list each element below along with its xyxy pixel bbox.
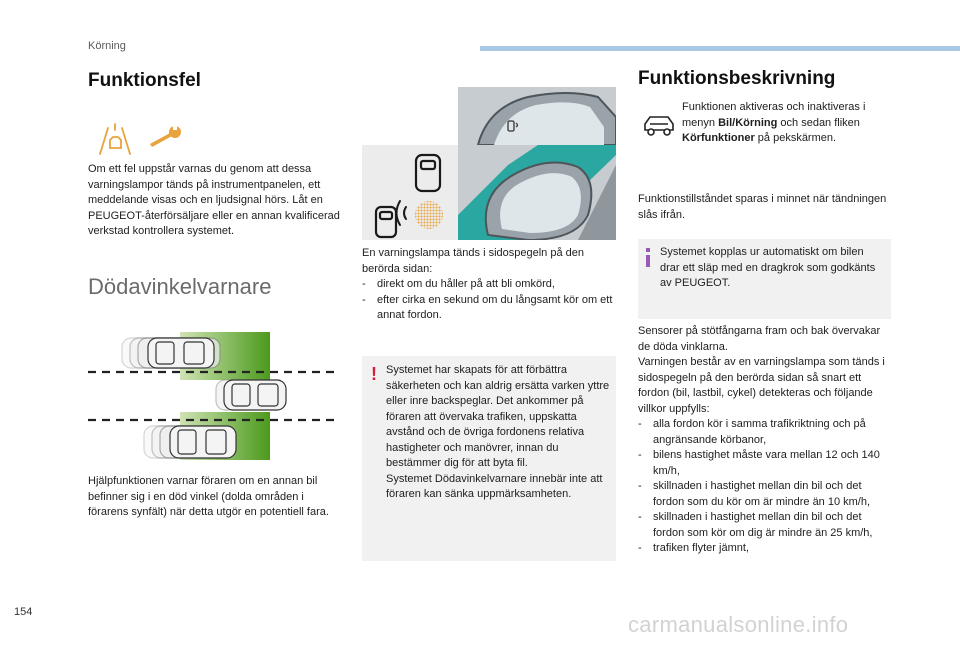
section-label: Körning <box>88 40 126 52</box>
warning-paragraph-2: Systemet Dödavinkelvarnare innebär inte att föraren kan sänka uppmärksamheten. <box>386 472 603 500</box>
watermark: carmanualsonline.info <box>628 612 849 637</box>
header-rule <box>480 46 960 51</box>
car-settings-icon <box>642 112 676 138</box>
exclamation-icon: ! <box>371 364 377 384</box>
page-number: 154 <box>14 606 33 618</box>
mirror-photo <box>458 145 616 240</box>
sensors-paragraph-2: Varningen består av en varningslampa som tänds i sidospegeln på den berörda sidan så snart ett fordon (bil, lastbil, cykel) detekteras och följande villkor uppfylls: <box>638 356 885 415</box>
sensors-paragraph-1: Sensorer på stötfångarna fram och bak övervakar de döda vinklarna. <box>638 325 881 353</box>
activation-text: Funktionen aktiveras och inaktiveras i menyn Bil/Körning och sedan fliken Körfunktioner på pekskärmen. <box>682 101 866 144</box>
info-note <box>638 239 891 319</box>
mirror-intro: En varningslampa tänds i sidospegeln på den berörda sidan: <box>362 247 584 275</box>
list-item: - alla fordon kör i samma trafikriktning och på angränsande körbanor, <box>638 417 894 448</box>
overtaking-car-icon <box>122 338 220 368</box>
menu-name: Bil/Körning <box>718 116 778 129</box>
warning-light-icon <box>414 200 444 230</box>
tab-name: Körfunktioner <box>682 132 755 144</box>
mirror-warning-text <box>362 246 616 324</box>
list-item: - direkt om du håller på att bli omkörd, <box>362 277 616 293</box>
sensors-text <box>638 324 894 557</box>
warning-paragraph-1: Systemet har skapats för att förbättra säkerheten och kan aldrig ersätta varken yttre eller inre backspeglar. Det ankommer på föraren att övervaka trafiken, uppskatta avstånd och de övriga fordonens relativa hastigheter och manövrer, innan du bestämmer dig för att byta fil. <box>386 364 610 469</box>
info-text: Systemet kopplas ur automatiskt om bilen drar ett släp med en dragkrok som godkänts av PEUGEOT. <box>660 246 876 289</box>
overtaken-car-icon <box>144 426 236 458</box>
list-item: - skillnaden i hastighet mellan din bil och det fordon som du kör om är mindre än 10 km/h, <box>638 479 894 510</box>
warning-lamps <box>96 120 196 158</box>
list-item: - skillnaden i hastighet mellan din bil och det fordon som kör om dig är mindre än 25 km/h, <box>638 510 894 541</box>
own-car-icon <box>216 380 286 410</box>
memory-text: Funktionstillståndet sparas i minnet när tändningen slås ifrån. <box>638 193 887 221</box>
mirror-photo-top <box>458 87 616 145</box>
warning-text <box>386 363 612 503</box>
wrench-icon <box>150 125 181 147</box>
heading-blindspot: Dödavinkelvarnare <box>88 274 272 299</box>
lane-warning-icon <box>100 124 130 154</box>
info-icon <box>646 248 650 252</box>
list-item: - trafiken flyter jämnt, <box>638 541 894 557</box>
help-text: Hjälpfunktionen varnar föraren om en annan bil befinner sig i en död vinkel (dolda områden i förarens synfält) när detta utgör en potentiell fara. <box>88 475 329 518</box>
warning-note <box>362 356 616 561</box>
list-item: - bilens hastighet måste vara mellan 12 och 140 km/h, <box>638 448 894 479</box>
fault-text: Om ett fel uppstår varnas du genom att dessa varningslampor tänds på instrumentpanelen, ett meddelande visas och en ljudsignal hörs. Låt en PEUGEOT-återförsäljare eller en annan kvalificerad verkstad kontrollera systemet. <box>88 163 340 237</box>
sensor-wave-icon <box>397 201 407 225</box>
heading-function: Funktionsbeskrivning <box>638 68 836 89</box>
list-item: - efter cirka en sekund om du långsamt kör om ett annat fordon. <box>362 293 616 324</box>
heading-fault: Funktionsfel <box>88 70 201 91</box>
blind-spot-illustration <box>84 322 344 472</box>
